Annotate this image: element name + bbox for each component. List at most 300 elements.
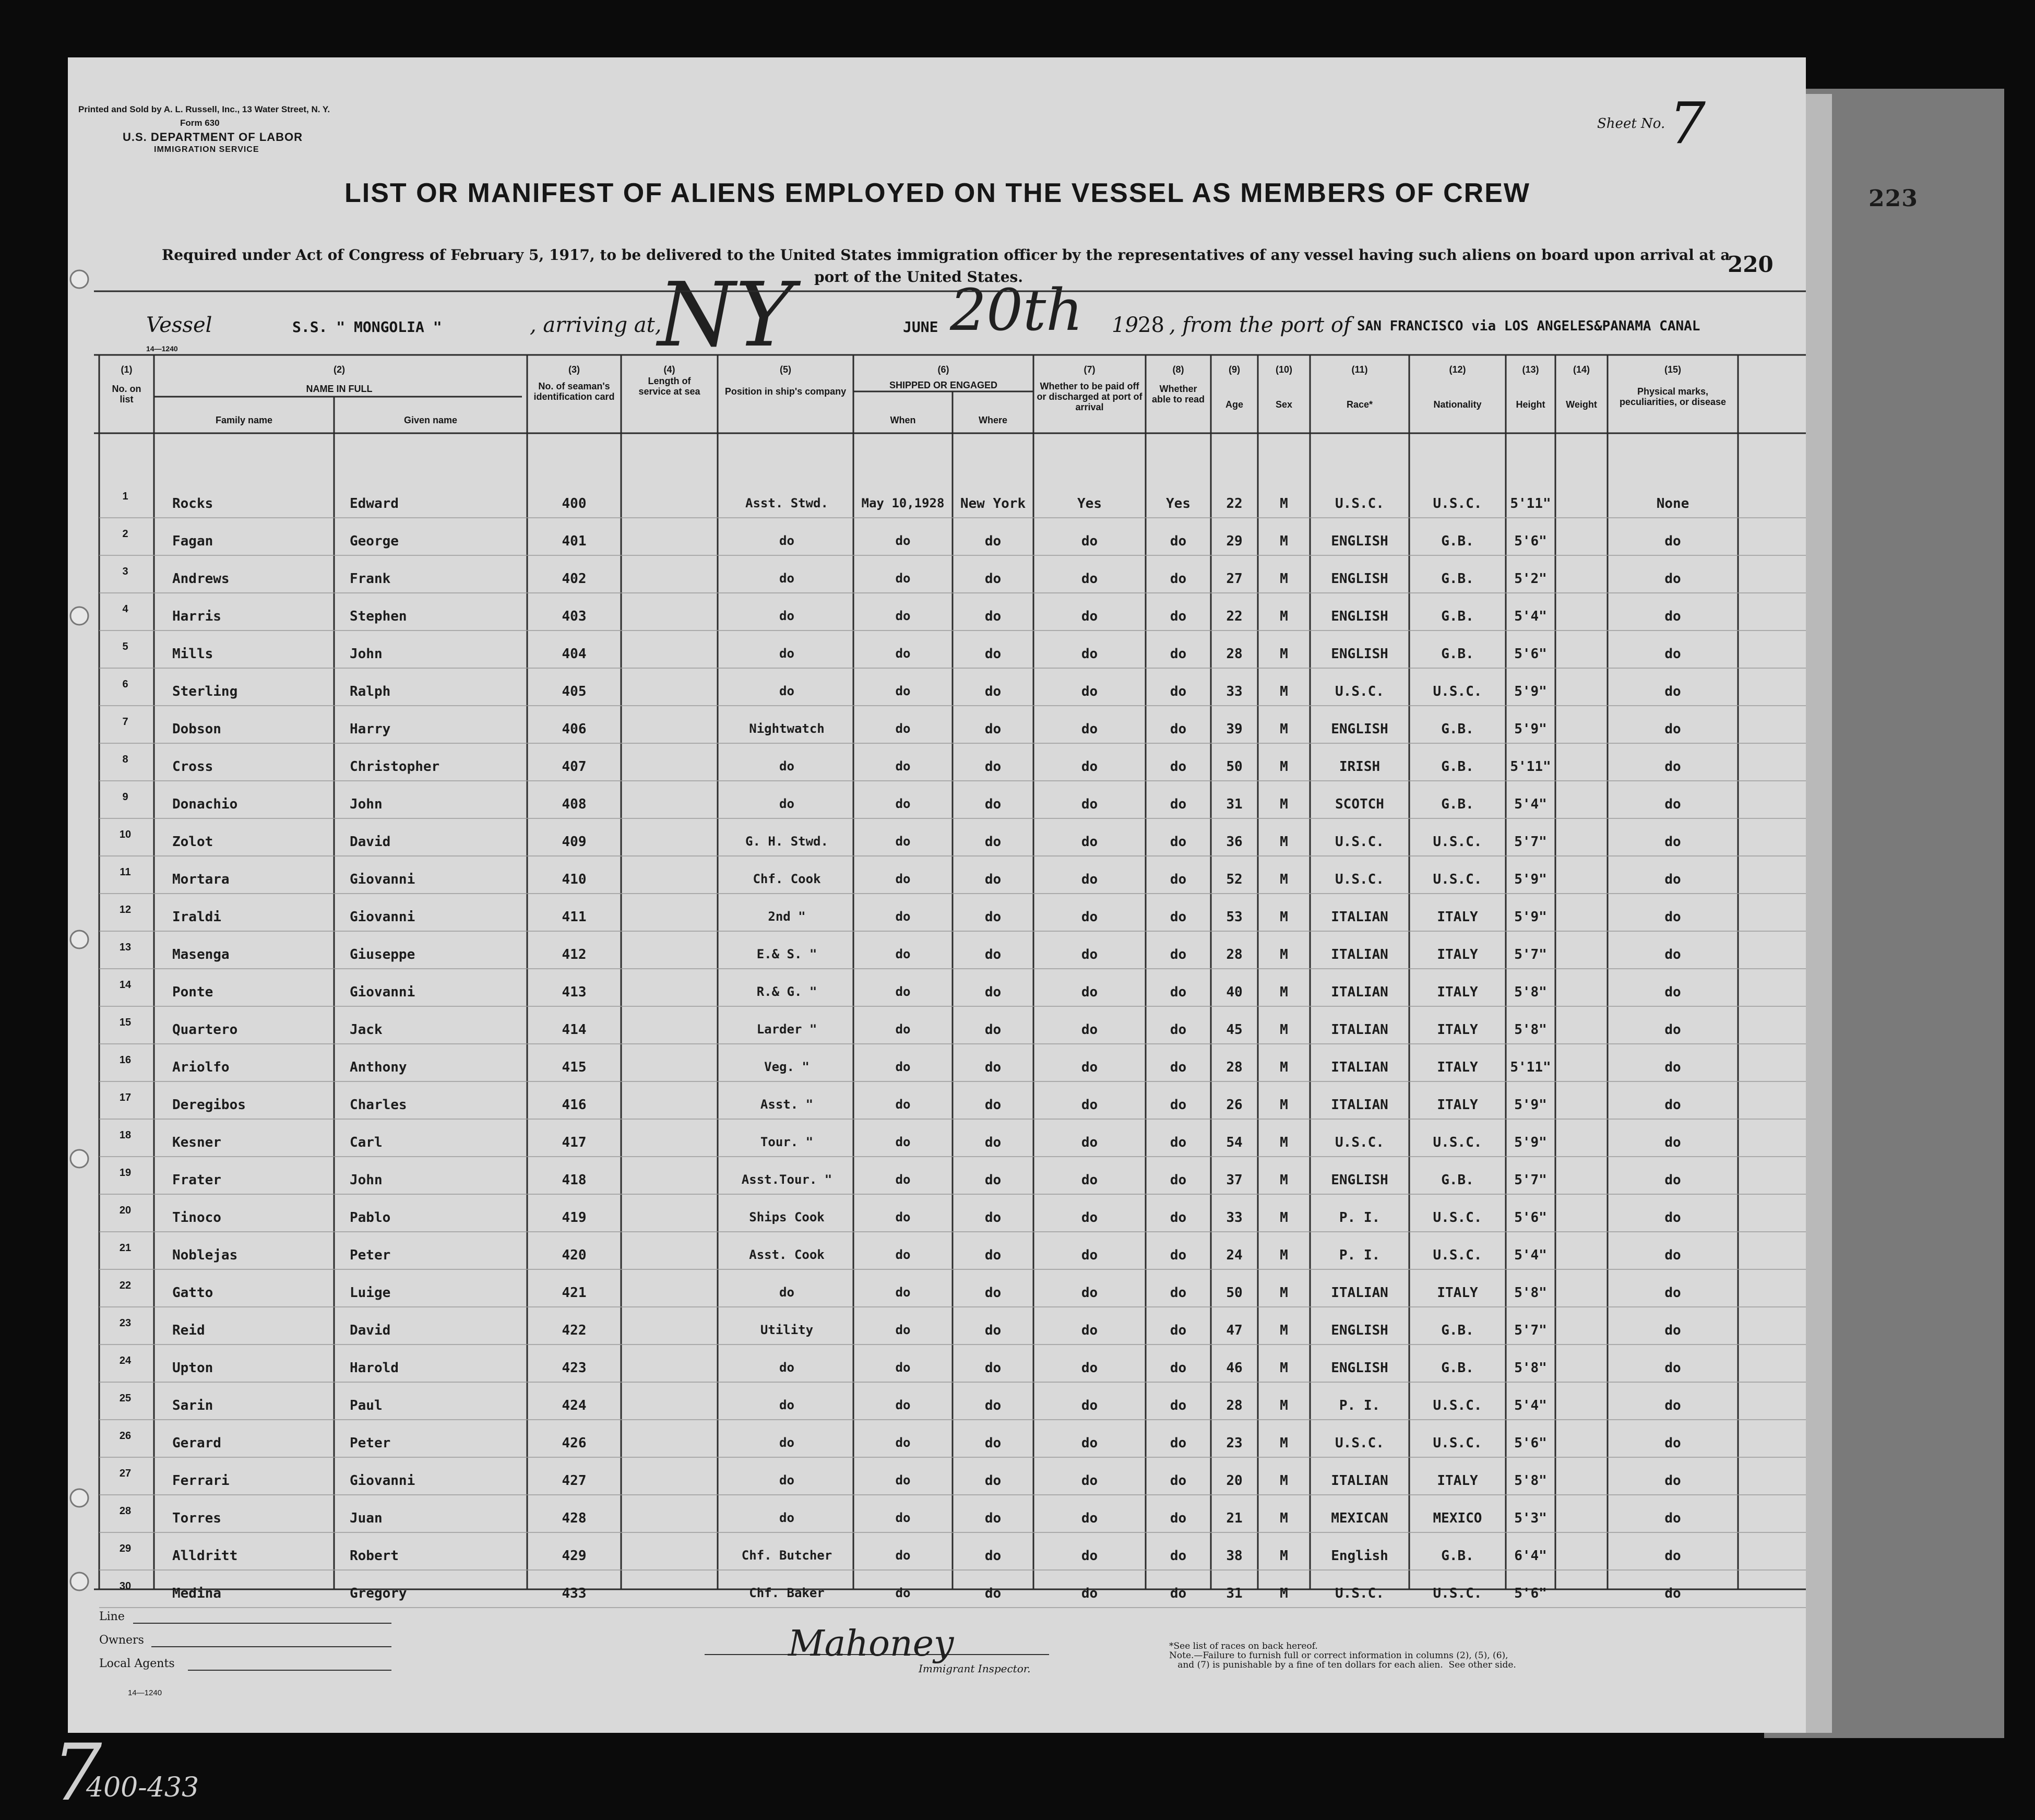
cell-card: 408 [562,796,587,812]
cell-race: ITALIAN [1331,909,1388,925]
cell-read: do [1170,1586,1187,1601]
cell-read: do [1170,1060,1187,1075]
cell-family: Ferrari [172,1473,230,1489]
local-agents-label: Local Agents [99,1657,175,1670]
cell-paid-off: do [1081,872,1098,887]
cell-age: 47 [1226,1323,1243,1338]
col-header-age: Age [1225,399,1243,410]
cell-sex: M [1280,1285,1288,1301]
cell-family: Rocks [172,496,213,511]
cell-card: 411 [562,909,587,925]
footer-form-code: 14—1240 [128,1688,162,1697]
cell-read: do [1170,984,1187,1000]
col-num-11: (11) [1351,364,1368,375]
row-number: 17 [119,1092,132,1103]
cell-where: do [984,533,1002,549]
cell-age: 46 [1226,1360,1243,1376]
row-number: 3 [122,566,128,577]
cell-paid-off: do [1081,984,1098,1000]
cell-family: Torres [172,1510,221,1526]
cell-given: Gregory [350,1586,407,1601]
cell-position: G. H. Stwd. [745,834,828,849]
cell-when: do [895,1210,911,1224]
cell-where: do [984,947,1002,962]
cell-height: 5'8" [1514,1022,1547,1038]
vessel-label: Vessel [146,313,212,337]
cell-age: 31 [1226,1586,1243,1601]
cell-where: do [984,1060,1002,1075]
cell-race: U.S.C. [1335,1135,1384,1150]
line-label: Line [99,1610,125,1623]
cell-paid-off: do [1081,684,1098,699]
cell-height: 5'6" [1514,1586,1547,1601]
cell-marks: do [1664,609,1681,624]
cell-height: 5'9" [1514,684,1547,699]
cell-sex: M [1280,984,1288,1000]
cell-card: 407 [562,759,587,775]
cell-family: Mortara [172,872,230,887]
cell-where: do [984,1473,1002,1489]
cell-race: U.S.C. [1335,1586,1384,1601]
requirement-line-1: Required under Act of Congress of February 5, 1917, to be delivered to the United States immigration officer by the representatives of any vessel having such aliens on board upon arrival at a [162,246,1730,264]
cell-paid-off: do [1081,947,1098,962]
col-header-paid-off: Whether to be paid off or discharged at port of arrival [1037,381,1143,412]
from-port: SAN FRANCISCO via LOS ANGELES&PANAMA CANAL [1357,318,1700,334]
cell-family: Sarin [172,1398,213,1413]
cell-race: ENGLISH [1331,646,1388,662]
cell-when: do [895,1060,911,1074]
col-num-14: (14) [1573,364,1590,375]
cell-height: 6'4" [1514,1548,1547,1564]
cell-family: Zolot [172,834,213,850]
cell-where: do [984,609,1002,624]
cell-position: Chf. Butcher [741,1548,832,1563]
cell-card: 429 [562,1548,587,1564]
col-num-2: (2) [334,364,345,375]
cell-age: 50 [1226,1285,1243,1301]
row-number: 16 [119,1054,132,1066]
row-number: 14 [119,979,132,991]
cell-age: 28 [1226,1060,1243,1075]
cell-family: Fagan [172,533,213,549]
cell-given: Giovanni [350,909,415,925]
cell-when: do [895,646,911,661]
cell-position: do [779,571,794,586]
cell-given: Giovanni [350,1473,415,1489]
cell-card: 402 [562,571,587,587]
cell-card: 424 [562,1398,587,1413]
cell-card: 414 [562,1022,587,1038]
cell-card: 417 [562,1135,587,1150]
cell-card: 400 [562,496,587,511]
cell-family: Iraldi [172,909,221,925]
col-num-8: (8) [1172,364,1184,375]
cell-read: do [1170,1473,1187,1489]
cell-family: Cross [172,759,213,775]
col-header-weight: Weight [1566,399,1597,410]
cell-where: do [984,1548,1002,1564]
cell-given: John [350,1172,383,1188]
cell-age: 54 [1226,1135,1243,1150]
cell-when: do [895,1435,911,1450]
cell-sex: M [1280,533,1288,549]
cell-age: 24 [1226,1247,1243,1263]
cell-position: Chf. Cook [753,872,821,886]
cell-race: P. I. [1339,1210,1381,1226]
cell-sex: M [1280,1360,1288,1376]
cell-family: Quartero [172,1022,238,1038]
cell-when: do [895,571,911,586]
cell-paid-off: do [1081,1435,1098,1451]
cell-marks: do [1664,1022,1681,1038]
cell-position: do [779,1398,794,1412]
cell-marks: do [1664,1398,1681,1413]
cell-position: do [779,759,794,774]
cell-position: Larder " [756,1022,817,1037]
cell-card: 426 [562,1435,587,1451]
cell-nationality: U.S.C. [1433,1210,1482,1226]
row-number: 26 [119,1430,132,1442]
cell-when: do [895,1097,911,1112]
cell-where: do [984,571,1002,587]
cell-position: Veg. " [764,1060,810,1074]
cell-nationality: U.S.C. [1433,1247,1482,1263]
cell-position: do [779,1285,794,1300]
cell-given: Christopher [350,759,440,775]
cell-read: do [1170,609,1187,624]
cell-marks: None [1656,496,1689,511]
cell-read: do [1170,1097,1187,1113]
cell-family: Reid [172,1323,205,1338]
cell-race: P. I. [1339,1247,1381,1263]
cell-sex: M [1280,1548,1288,1564]
cell-age: 22 [1226,496,1243,511]
cell-nationality: G.B. [1441,571,1474,587]
cell-sex: M [1280,834,1288,850]
cell-height: 5'9" [1514,909,1547,925]
cell-race: English [1331,1548,1388,1564]
cell-marks: do [1664,533,1681,549]
arrival-year: 28 [1138,313,1164,337]
cell-position: do [779,609,794,623]
cell-family: Gerard [172,1435,221,1451]
row-number: 25 [119,1393,132,1404]
cell-nationality: U.S.C. [1433,834,1482,850]
cell-position: Tour. " [760,1135,814,1149]
cell-where: do [984,1323,1002,1338]
col-num-10: (10) [1275,364,1292,375]
cell-given: Paul [350,1398,383,1413]
cell-card: 423 [562,1360,587,1376]
cell-height: 5'8" [1514,1285,1547,1301]
cell-position: do [779,646,794,661]
cell-sex: M [1280,1135,1288,1150]
cell-when: do [895,533,911,548]
cell-nationality: ITALY [1437,1060,1478,1075]
cell-read: do [1170,834,1187,850]
cell-sex: M [1280,1060,1288,1075]
cell-age: 22 [1226,609,1243,624]
cell-paid-off: do [1081,1172,1098,1188]
cell-sex: M [1280,1022,1288,1038]
cell-given: Juan [350,1510,383,1526]
cell-when: do [895,1360,911,1375]
cell-given: John [350,646,383,662]
cell-sex: M [1280,1210,1288,1226]
cell-race: ITALIAN [1331,1097,1388,1113]
cell-read: do [1170,909,1187,925]
cell-given: Harold [350,1360,399,1376]
cell-marks: do [1664,721,1681,737]
row-number: 10 [119,829,132,840]
row-number: 1 [122,491,128,502]
cell-card: 418 [562,1172,587,1188]
cell-age: 40 [1226,984,1243,1000]
adjacent-sheet-code: 223 [1869,185,1918,212]
cell-read: do [1170,872,1187,887]
col-num-12: (12) [1449,364,1466,375]
cell-given: Robert [350,1548,399,1564]
cell-nationality: ITALY [1437,984,1478,1000]
inspector-signature: Mahoney [788,1623,954,1664]
cell-height: 5'11" [1510,496,1551,511]
row-number: 18 [119,1129,132,1141]
cell-nationality: U.S.C. [1433,496,1482,511]
cell-race: ENGLISH [1331,1360,1388,1376]
row-number: 4 [122,603,128,615]
cell-nationality: U.S.C. [1433,1435,1482,1451]
cell-marks: do [1664,947,1681,962]
cell-marks: do [1664,1586,1681,1601]
cell-family: Upton [172,1360,213,1376]
cell-race: IRISH [1339,759,1381,775]
cell-marks: do [1664,834,1681,850]
cell-nationality: G.B. [1441,1172,1474,1188]
cell-given: Stephen [350,609,407,624]
cell-where: do [984,1285,1002,1301]
cell-card: 412 [562,947,587,962]
form-number: Form 630 [180,118,220,128]
cell-age: 52 [1226,872,1243,887]
cell-race: ITALIAN [1331,984,1388,1000]
col-header-shipped: SHIPPED OR ENGAGED [889,380,998,390]
row-number: 9 [122,791,128,803]
handwritten-card-range: 400-433 [86,1772,199,1803]
year-prefix: 19 [1112,313,1138,337]
cell-when: do [895,1548,911,1563]
cell-card: 428 [562,1510,587,1526]
cell-sex: M [1280,571,1288,587]
cell-read: do [1170,1135,1187,1150]
vessel-name: S.S. " MONGOLIA " [292,318,442,336]
cell-height: 5'7" [1514,834,1547,850]
cell-read: do [1170,721,1187,737]
cell-read: do [1170,1323,1187,1338]
cell-given: Pablo [350,1210,391,1226]
cell-when: do [895,834,911,849]
cell-age: 23 [1226,1435,1243,1451]
cell-sex: M [1280,1323,1288,1338]
col-header-card: No. of seaman's identification card [533,381,615,402]
cell-read: do [1170,1210,1187,1226]
cell-position: Asst. " [760,1097,814,1112]
cell-given: Giovanni [350,872,415,887]
row-number: 23 [119,1317,132,1329]
owners-label: Owners [99,1634,144,1647]
cell-race: U.S.C. [1335,1435,1384,1451]
row-number: 28 [119,1505,132,1517]
cell-where: do [984,1210,1002,1226]
cell-read: do [1170,533,1187,549]
cell-position: Utility [760,1323,814,1337]
col-num-4: (4) [663,364,675,375]
cell-paid-off: do [1081,533,1098,549]
cell-when: do [895,1398,911,1412]
cell-nationality: ITALY [1437,947,1478,962]
col-header-race: Race* [1346,399,1373,410]
cell-paid-off: do [1081,721,1098,737]
cell-given: Charles [350,1097,407,1113]
footer-lines [68,57,1806,1733]
cell-read: do [1170,1247,1187,1263]
cell-when: do [895,1135,911,1149]
cell-given: Anthony [350,1060,407,1075]
cell-position: Nightwatch [749,721,825,736]
cell-marks: do [1664,1360,1681,1376]
cell-read: do [1170,684,1187,699]
cell-height: 5'6" [1514,1210,1547,1226]
from-port-label: , from the port of [1169,313,1351,337]
cell-sex: M [1280,646,1288,662]
cell-marks: do [1664,1548,1681,1564]
cell-height: 5'3" [1514,1510,1547,1526]
cell-race: ITALIAN [1331,1473,1388,1489]
cell-where: do [984,1172,1002,1188]
sheet-number: 7 [1669,90,1706,157]
cell-sex: M [1280,684,1288,699]
cell-race: ENGLISH [1331,721,1388,737]
cell-marks: do [1664,1135,1681,1150]
cell-where: do [984,1435,1002,1451]
cell-age: 20 [1226,1473,1243,1489]
cell-race: U.S.C. [1335,834,1384,850]
cell-race: U.S.C. [1335,684,1384,699]
cell-height: 5'7" [1514,947,1547,962]
arriving-label: , arriving at, [530,313,662,337]
cell-age: 39 [1226,721,1243,737]
cell-sex: M [1280,1172,1288,1188]
row-number: 22 [119,1280,132,1291]
cell-nationality: U.S.C. [1433,1135,1482,1150]
cell-paid-off: do [1081,1210,1098,1226]
cell-position: do [779,684,794,698]
cell-height: 5'9" [1514,1135,1547,1150]
cell-where: do [984,759,1002,775]
cell-when: do [895,872,911,886]
cell-height: 5'8" [1514,1473,1547,1489]
cell-position: Asst. Stwd. [745,496,828,510]
cell-read: do [1170,1435,1187,1451]
cell-card: 413 [562,984,587,1000]
cell-card: 403 [562,609,587,624]
cell-nationality: ITALY [1437,1285,1478,1301]
cell-age: 36 [1226,834,1243,850]
arrival-day-handwritten: 20th [950,277,1084,343]
cell-paid-off: do [1081,1097,1098,1113]
cell-marks: do [1664,909,1681,925]
cell-position: do [779,1435,794,1450]
cell-card: 427 [562,1473,587,1489]
cell-given: Peter [350,1247,391,1263]
cell-sex: M [1280,1435,1288,1451]
cell-position: do [779,796,794,811]
inspector-label: Immigrant Inspector. [919,1662,1031,1675]
cell-given: Peter [350,1435,391,1451]
cell-paid-off: do [1081,1060,1098,1075]
cell-nationality: U.S.C. [1433,872,1482,887]
cell-paid-off: do [1081,1323,1098,1338]
cell-sex: M [1280,721,1288,737]
cell-family: Kesner [172,1135,221,1150]
cell-marks: do [1664,1510,1681,1526]
cell-marks: do [1664,796,1681,812]
cell-marks: do [1664,1323,1681,1338]
service-name: IMMIGRATION SERVICE [154,145,259,154]
cell-family: Mills [172,646,213,662]
cell-card: 409 [562,834,587,850]
cell-height: 5'4" [1514,609,1547,624]
cell-when: May 10,1928 [861,496,945,510]
cell-read: do [1170,1398,1187,1413]
cell-family: Gatto [172,1285,213,1301]
cell-paid-off: do [1081,1473,1098,1489]
cell-height: 5'6" [1514,1435,1547,1451]
cell-paid-off: do [1081,1510,1098,1526]
col-header-service: Length of service at sea [638,376,700,397]
cell-nationality: G.B. [1441,1360,1474,1376]
cell-marks: do [1664,1473,1681,1489]
cell-card: 416 [562,1097,587,1113]
cell-when: do [895,984,911,999]
cell-race: U.S.C. [1335,872,1384,887]
cell-sex: M [1280,1247,1288,1263]
cell-card: 410 [562,872,587,887]
cell-paid-off: do [1081,1135,1098,1150]
cell-height: 5'6" [1514,646,1547,662]
cell-nationality: G.B. [1441,609,1474,624]
col-header-family-name: Family name [215,415,273,425]
cell-given: Giuseppe [350,947,415,962]
row-number: 15 [119,1017,132,1028]
cell-age: 31 [1226,796,1243,812]
cell-paid-off: do [1081,1548,1098,1564]
cell-given: Harry [350,721,391,737]
arrival-port-handwritten: NY [658,264,794,367]
cell-where: do [984,1398,1002,1413]
col-header-position: Position in ship's company [724,386,847,397]
col-num-9: (9) [1229,364,1240,375]
cell-read: do [1170,1022,1187,1038]
cell-read: do [1170,1548,1187,1564]
cell-age: 27 [1226,571,1243,587]
row-number: 12 [119,904,132,915]
cell-card: 419 [562,1210,587,1226]
cell-when: do [895,1473,911,1488]
cell-height: 5'4" [1514,1398,1547,1413]
cell-read: do [1170,759,1187,775]
cell-sex: M [1280,1398,1288,1413]
cell-card: 433 [562,1586,587,1601]
